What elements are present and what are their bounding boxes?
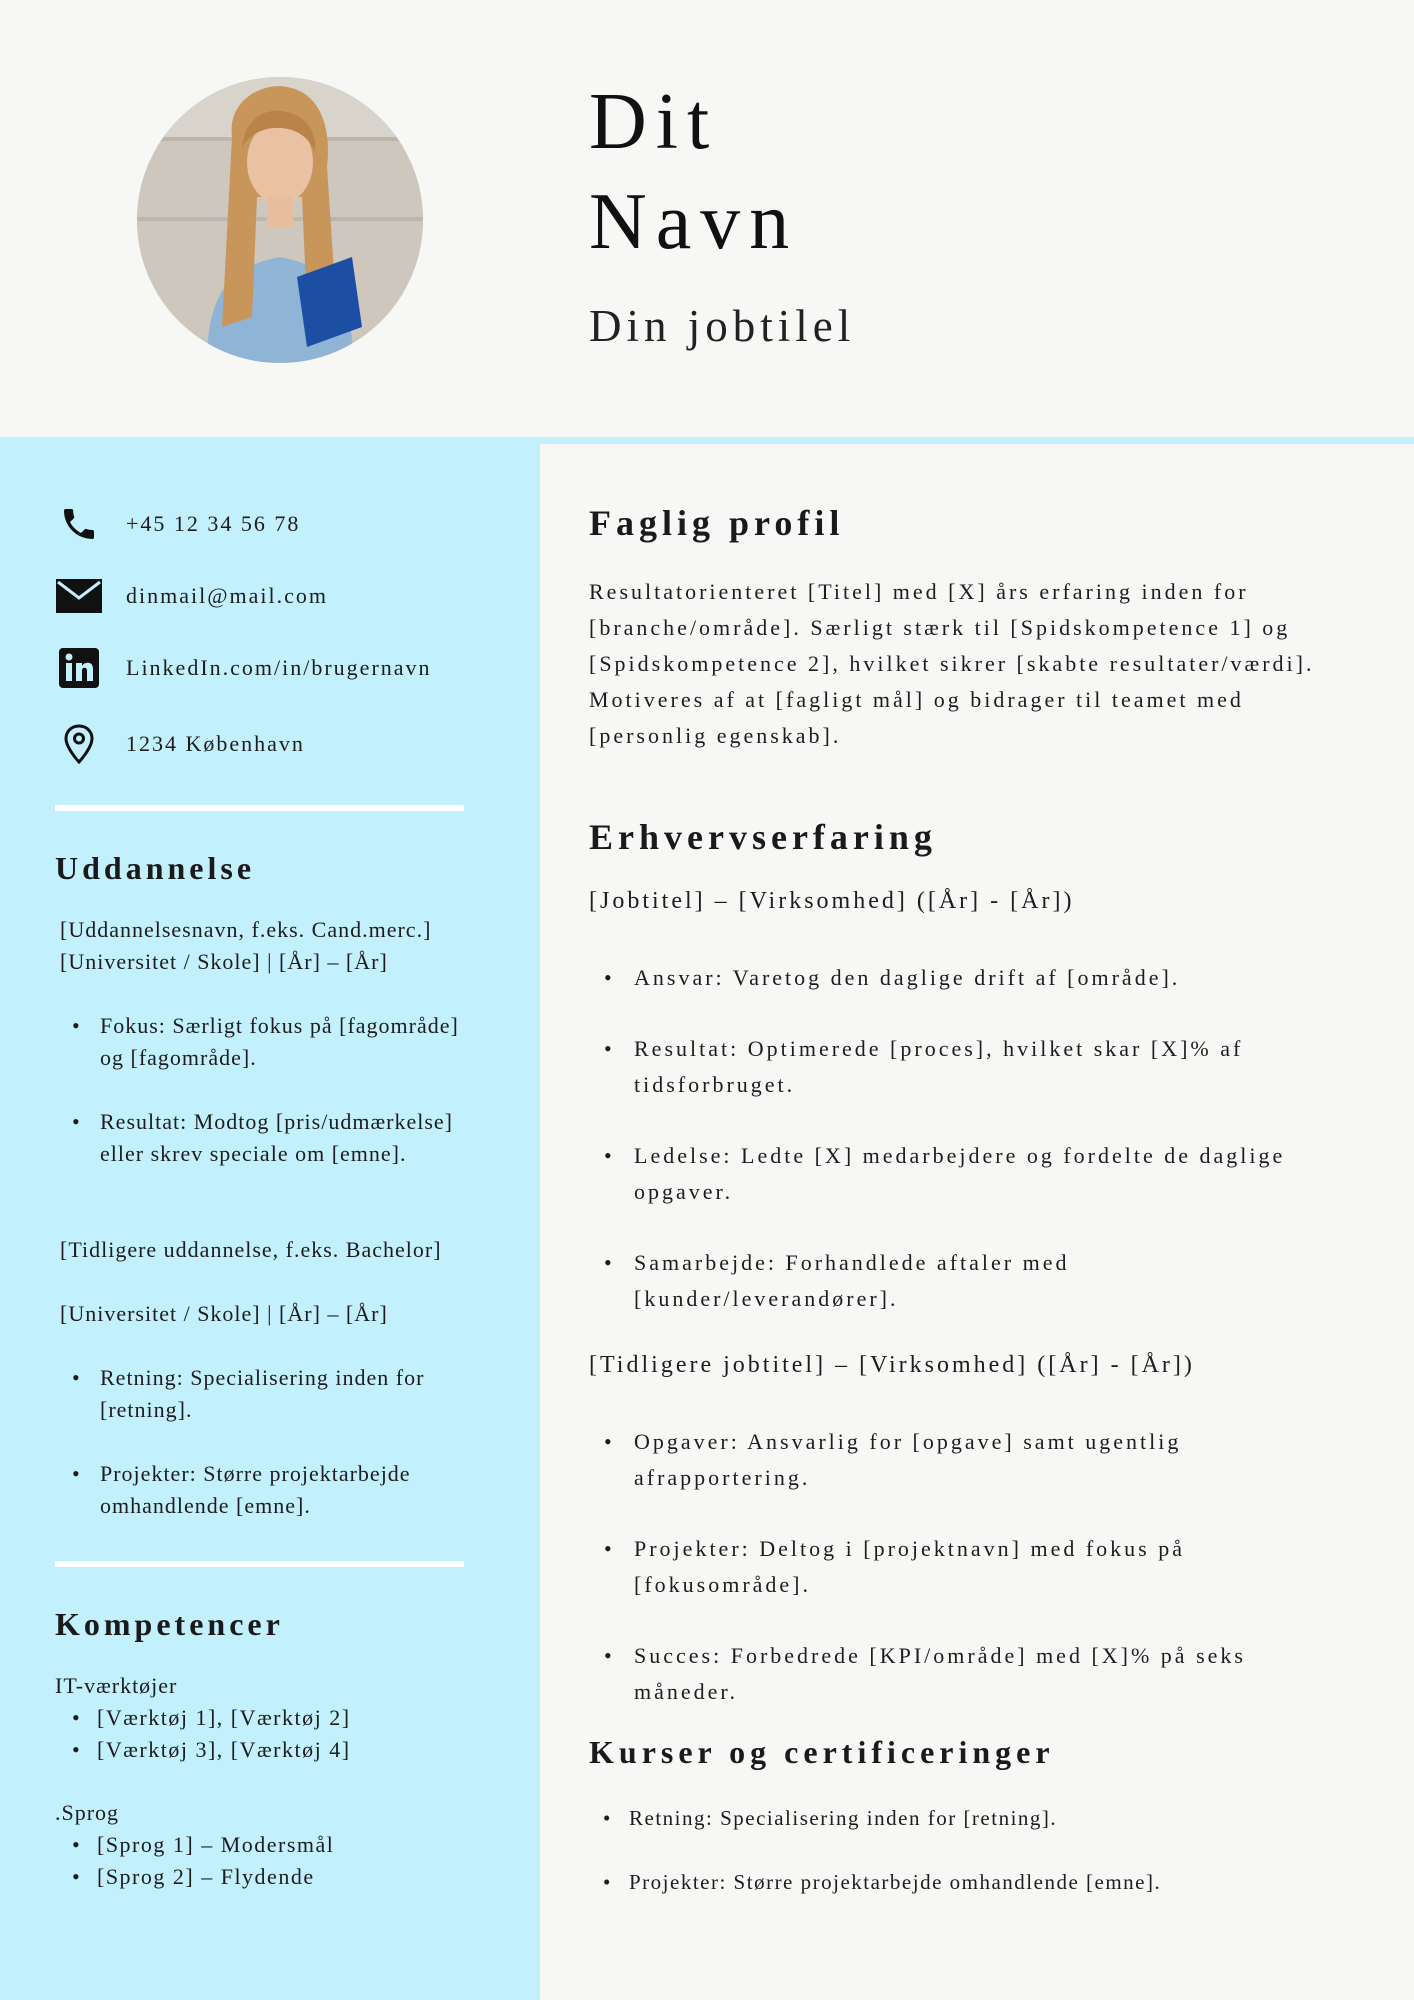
list-item: • [Værktøj 3], [Værktøj 4] [55,1734,351,1766]
courses-heading: Kurser og certificeringer [589,1734,1055,1770]
job2-title: [Tidligere jobtitel] – [Virksomhed] ([År] - [År]) [589,1352,1195,1378]
sidebar-divider [55,805,464,811]
list-item: • [Værktøj 1], [Værktøj 2] [55,1702,351,1734]
mail-icon [55,572,103,620]
contact-location [55,720,305,768]
list-item: • Projekter: Deltog i [projektnavn] med fokus på [fokusområde]. [589,1531,1329,1603]
degree2-school: [Universitet / Skole] | [År] – [År] [60,1301,388,1326]
location-text: 1234 København [126,731,305,756]
list-item: • Resultat: Optimerede [proces], hvilket skar [X]% af tidsforbruget. [589,1031,1329,1103]
degree1-name: [Uddannelsesnavn, f.eks. Cand.merc.] [60,917,432,942]
list-item: • Succes: Forbedrede [KPI/område] med [X]% på seks måneder. [589,1638,1329,1710]
contact-email [55,572,328,620]
list-item: • [Sprog 1] – Modersmål [55,1829,334,1861]
contact-linkedin [55,644,432,692]
linkedin-icon [55,644,103,692]
list-item: • Retning: Specialisering inden for [retning]. [589,1802,1161,1834]
skills-heading: Kompetencer [55,1606,284,1642]
profile-photo [137,77,423,363]
list-item: • Ledelse: Ledte [X] medarbejdere og fordelte de daglige opgaver. [589,1138,1329,1210]
languages-label: .Sprog [55,1800,120,1825]
list-item: • Projekter: Større projektarbejde omhandlende [emne]. [589,1866,1161,1898]
courses-list [589,1802,1161,1930]
degree1-bullets [60,1010,480,1202]
phone-text: +45 12 34 56 78 [126,511,301,536]
it-tools-label: IT-værktøjer [55,1673,178,1698]
name-line-first: Dit [589,78,719,166]
experience-heading: Erhvervserfaring [589,817,937,857]
list-item: • [Sprog 2] – Flydende [55,1861,334,1893]
profile-text: Resultatorienteret [Titel] med [X] års erfaring inden for [branche/område]. Særligt stærk til [Spidskompetence 1] og [Spidskompetence 2], hvilket sikrer [skabte resultater/værdi]. Motiveres af at [fagligt mål] og bidrager til teamet med [personlig egenskab]. [589,579,1315,748]
job2-bullets [589,1424,1329,1710]
list-item: • Projekter: Større projektarbejde omhandlende [emne]. [60,1458,490,1522]
email-text[interactable]: dinmail@mail.com [126,583,328,608]
it-tools-list [55,1702,351,1766]
phone-icon [55,500,103,548]
languages-list [55,1829,334,1893]
name-line-last: Navn [589,178,799,266]
list-item: • Opgaver: Ansvarlig for [opgave] samt ugentlig afrapportering. [589,1424,1329,1496]
list-item: • Fokus: Særligt fokus på [fagområde] og [fagområde]. [60,1010,480,1074]
degree2-bullets [60,1362,490,1554]
profile-heading: Faglig profil [589,503,845,543]
job1-title: [Jobtitel] – [Virksomhed] ([År] - [År]) [589,888,1075,914]
job1-bullets [589,960,1329,1317]
job-title: Din jobtilel [589,301,856,351]
degree2-name: [Tidligere uddannelse, f.eks. Bachelor] [60,1237,442,1262]
list-item: • Retning: Specialisering inden for [retning]. [60,1362,490,1426]
full-name [589,72,798,272]
list-item: • Samarbejde: Forhandlede aftaler med [kunder/leverandører]. [589,1245,1329,1317]
degree1-school: [Universitet / Skole] | [År] – [År] [60,949,388,974]
contact-phone [55,500,301,548]
list-item: • Ansvar: Varetog den daglige drift af [område]. [589,960,1329,996]
education-heading: Uddannelse [55,850,256,886]
list-item: • Resultat: Modtog [pris/udmærkelse] eller skrev speciale om [emne]. [60,1106,480,1170]
location-pin-icon [55,720,103,768]
sidebar-divider [55,1561,464,1567]
linkedin-text[interactable]: LinkedIn.com/in/brugernavn [126,655,432,680]
